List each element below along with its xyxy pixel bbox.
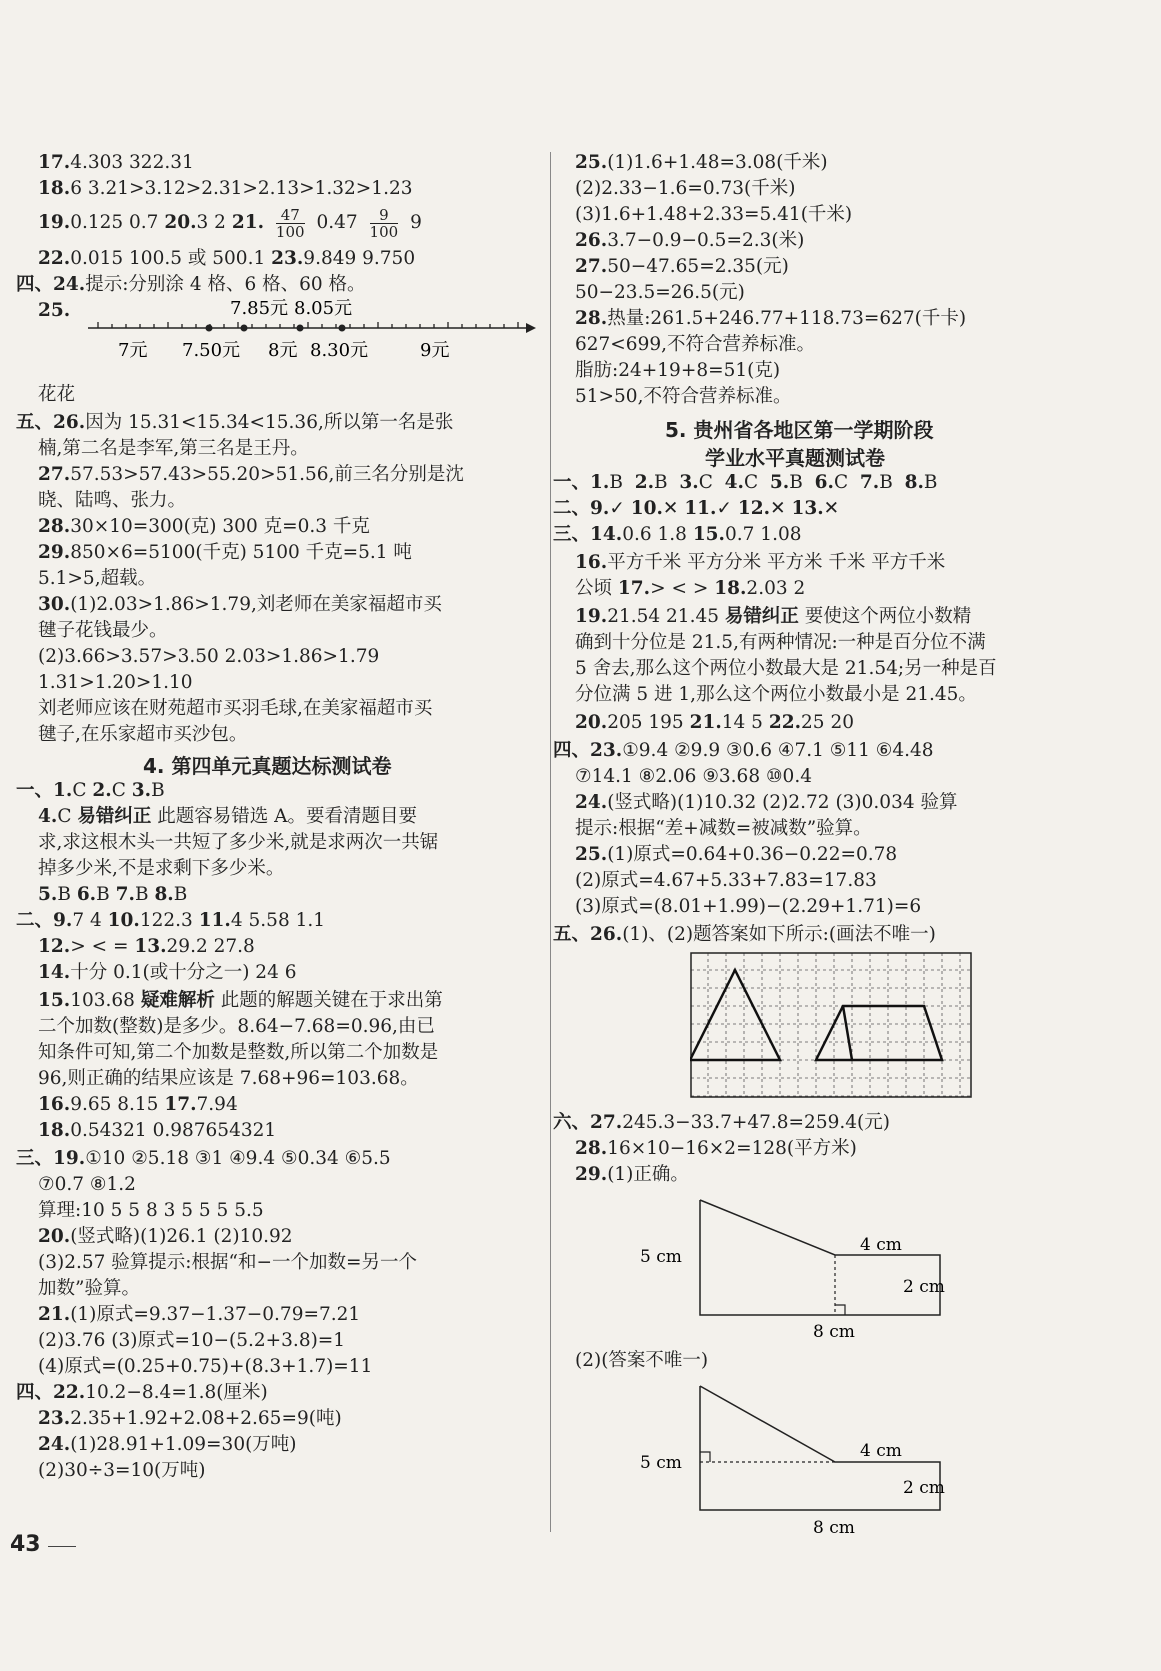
figure-1-top-label: 4 cm bbox=[860, 1235, 902, 1255]
s5-answer-29-cont: (2)(答案不唯一) bbox=[575, 1350, 709, 1371]
s4-answer-4-cont2: 掉多少米,不是求剩下多少米。 bbox=[38, 858, 285, 879]
answer-30-cont4: 刘老师应该在财苑超市买羽毛球,在美家福超市买 bbox=[38, 698, 433, 719]
answer-25: 25. bbox=[38, 300, 71, 321]
s4-answer-20: 20.(竖式略)(1)26.1 (2)10.92 bbox=[38, 1226, 293, 1247]
s5-answer-19-cont2: 5 舍去,那么这个两位小数最大是 21.54;另一种是百 bbox=[575, 658, 997, 679]
figure-1-right-angle bbox=[835, 1305, 845, 1315]
answer-18: 18.6 3.21>3.12>2.31>2.13>1.32>1.23 bbox=[38, 178, 413, 199]
label-8: 8元 bbox=[268, 340, 298, 361]
answer-27: 27.57.53>57.43>55.20>51.56,前三名分别是沈 bbox=[38, 464, 464, 485]
s4-answer-14: 14.十分 0.1(或十分之一) 24 6 bbox=[38, 962, 297, 983]
s4-answer-21-cont2: (4)原式=(0.25+0.75)+(8.3+1.7)=11 bbox=[38, 1356, 373, 1377]
answer-25-name: 花花 bbox=[38, 384, 76, 405]
answer-29-cont: 5.1>5,超载。 bbox=[38, 568, 157, 589]
label-7-85: 7.85元 bbox=[230, 298, 289, 319]
s4-answer-9-11: 二、9.7 4 10.122.3 11.4 5.58 1.1 bbox=[16, 910, 326, 931]
label-8-30: 8.30元 bbox=[310, 340, 369, 361]
section-5-title-line2: 学业水平真题测试卷 bbox=[705, 446, 885, 470]
s5-answer-16-18: 公顷 17.> < > 18.2.03 2 bbox=[575, 578, 806, 599]
s4-answer-19-cont2: 算理:10 5 5 8 3 5 5 5 5.5 bbox=[38, 1200, 264, 1221]
s5-answer-29: 29.(1)正确。 bbox=[575, 1164, 689, 1185]
s5-answer-14-15: 三、14.0.6 1.8 15.0.7 1.08 bbox=[553, 524, 802, 545]
r-answer-28-cont3: 51>50,不符合营养标准。 bbox=[575, 386, 792, 407]
figure-2-right-label: 2 cm bbox=[903, 1478, 945, 1498]
answer-30: 30.(1)2.03>1.86>1.79,刘老师在美家福超市买 bbox=[38, 594, 442, 615]
figure-1-left-label: 5 cm bbox=[640, 1247, 682, 1267]
s4-answer-18: 18.0.54321 0.987654321 bbox=[38, 1120, 277, 1141]
page-number-rule bbox=[48, 1546, 76, 1547]
s5-answer-28: 28.16×10−16×2=128(平方米) bbox=[575, 1138, 857, 1159]
number-line bbox=[78, 296, 538, 366]
s5-answer-24: 24.(竖式略)(1)10.32 (2)2.72 (3)0.034 验算 bbox=[575, 792, 958, 813]
r-answer-25-cont2: (3)1.6+1.48+2.33=5.41(千米) bbox=[575, 204, 853, 225]
s5-answer-16: 16.平方千米 平方分米 平方米 千米 平方千米 bbox=[575, 552, 946, 573]
answer-17: 17.4.303 322.31 bbox=[38, 152, 194, 173]
answer-28: 28.30×10=300(克) 300 克=0.3 千克 bbox=[38, 516, 370, 537]
s4-answer-24: 24.(1)28.91+1.09=30(万吨) bbox=[38, 1434, 297, 1455]
s4-answer-21: 21.(1)原式=9.37−1.37−0.79=7.21 bbox=[38, 1304, 361, 1325]
triangle-shape bbox=[690, 970, 780, 1060]
answer-26: 五、26.因为 15.31<15.34<15.36,所以第一名是张 bbox=[16, 412, 454, 433]
s4-answer-15-cont3: 96,则正确的结果应该是 7.68+96=103.68。 bbox=[38, 1068, 419, 1089]
number-line-ticks bbox=[98, 322, 518, 328]
s4-answer-24-cont: (2)30÷3=10(万吨) bbox=[38, 1460, 206, 1481]
label-9: 9元 bbox=[420, 340, 450, 361]
answer-26-cont: 楠,第二名是李军,第三名是王丹。 bbox=[38, 438, 309, 459]
answer-30-cont2: (2)3.66>3.57>3.50 2.03>1.86>1.79 bbox=[38, 646, 380, 667]
s4-answer-12-13: 12.> < = 13.29.2 27.8 bbox=[38, 936, 255, 957]
point-7-50 bbox=[206, 325, 213, 332]
label-7: 7元 bbox=[118, 340, 148, 361]
figure-2-right-angle bbox=[700, 1452, 710, 1462]
point-8-30 bbox=[339, 325, 346, 332]
s4-answer-19-cont1: ⑦0.7 ⑧1.2 bbox=[38, 1174, 136, 1195]
s4-answer-23: 23.2.35+1.92+2.08+2.65=9(吨) bbox=[38, 1408, 342, 1429]
point-8-05 bbox=[297, 325, 304, 332]
r-answer-28-cont2: 脂肪:24+19+8=51(克) bbox=[575, 360, 781, 381]
s4-answer-21-cont1: (2)3.76 (3)原式=10−(5.2+3.8)=1 bbox=[38, 1330, 346, 1351]
s5-answer-20-22: 20.205 195 21.14 5 22.25 20 bbox=[575, 712, 854, 733]
answer-22-23: 22.0.015 100.5 或 500.1 23.9.849 9.750 bbox=[38, 248, 416, 269]
number-line-arrow bbox=[526, 323, 536, 333]
s5-answer-27: 六、27.245.3−33.7+47.8=259.4(元) bbox=[553, 1112, 890, 1133]
s4-answer-19: 三、19.①10 ②5.18 ③1 ④9.4 ⑤0.34 ⑥5.5 bbox=[16, 1148, 391, 1169]
s5-answer-25: 25.(1)原式=0.64+0.36−0.22=0.78 bbox=[575, 844, 898, 865]
s5-answer-19-cont1: 确到十分位是 21.5,有两种情况:一种是百分位不满 bbox=[575, 632, 986, 653]
fraction-47-100: $\frac{47}{100}$ bbox=[275, 205, 305, 241]
s4-answer-20-cont2: 加数”验算。 bbox=[38, 1278, 140, 1299]
r-answer-27: 27.50−47.65=2.35(元) bbox=[575, 256, 789, 277]
s5-answer-26: 五、26.(1)、(2)题答案如下所示:(画法不唯一) bbox=[553, 924, 936, 945]
r-answer-28-cont1: 627<699,不符合营养标准。 bbox=[575, 334, 816, 355]
figure-2-bottom-label: 8 cm bbox=[813, 1518, 855, 1538]
label-8-05: 8.05元 bbox=[294, 298, 353, 319]
figure-2 bbox=[635, 1378, 965, 1538]
s4-answer-4: 4.C 易错纠正 此题容易错选 A。要看清题目要 bbox=[38, 806, 418, 827]
trapezoid-inner-line bbox=[843, 1006, 852, 1060]
section-5-title-line1: 5. 贵州省各地区第一学期阶段 bbox=[665, 418, 934, 442]
s5-answer-1-8: 一、1.B 2.B 3.C 4.C 5.B 6.C 7.B 8.B bbox=[553, 472, 938, 493]
grid-figure bbox=[690, 952, 975, 1102]
page-number: 43 bbox=[10, 1532, 41, 1557]
r-answer-25-cont1: (2)2.33−1.6=0.73(千米) bbox=[575, 178, 796, 199]
figure-2-top-label: 4 cm bbox=[860, 1441, 902, 1461]
s4-answer-15-cont1: 二个加数(整数)是多少。8.64−7.68=0.96,由已 bbox=[38, 1016, 435, 1037]
figure-1-right-label: 2 cm bbox=[903, 1277, 945, 1297]
answer-19-21: 19.0.125 0.7 20.3 2 21. $\frac{47}{100}$ 0.47 $\frac{9}{100}$ 9 bbox=[38, 205, 422, 241]
point-7-85 bbox=[241, 325, 248, 332]
s5-answer-25-cont1: (2)原式=4.67+5.33+7.83=17.83 bbox=[575, 870, 877, 891]
s4-answer-15-cont2: 知条件可知,第二个加数是整数,所以第二个加数是 bbox=[38, 1042, 439, 1063]
r-answer-27-cont: 50−23.5=26.5(元) bbox=[575, 282, 745, 303]
s5-answer-9-13: 二、9.✓ 10.✕ 11.✓ 12.✕ 13.✕ bbox=[553, 498, 840, 519]
s5-answer-24-cont: 提示:根据“差+减数=被减数”验算。 bbox=[575, 818, 872, 839]
answer-29: 29.850×6=5100(千克) 5100 千克=5.1 吨 bbox=[38, 542, 412, 563]
section-4-title: 4. 第四单元真题达标测试卷 bbox=[143, 754, 392, 778]
answer-30-cont1: 毽子花钱最少。 bbox=[38, 620, 168, 641]
s4-answer-16-17: 16.9.65 8.15 17.7.94 bbox=[38, 1094, 238, 1115]
trapezoid-shape bbox=[816, 1006, 942, 1060]
answer-24: 四、24.提示:分别涂 4 格、6 格、60 格。 bbox=[16, 274, 366, 295]
answer-27-cont: 晓、陆鸣、张力。 bbox=[38, 490, 187, 511]
s4-answer-22: 四、22.10.2−8.4=1.8(厘米) bbox=[16, 1382, 268, 1403]
r-answer-28: 28.热量:261.5+246.77+118.73=627(千卡) bbox=[575, 308, 967, 329]
figure-1-outline bbox=[700, 1200, 940, 1315]
s4-answer-20-cont1: (3)2.57 验算提示:根据“和−一个加数=另一个 bbox=[38, 1252, 417, 1273]
answer-30-cont3: 1.31>1.20>1.10 bbox=[38, 672, 193, 693]
figure-1 bbox=[635, 1190, 965, 1340]
figure-2-left-label: 5 cm bbox=[640, 1453, 682, 1473]
label-7-50: 7.50元 bbox=[182, 340, 241, 361]
s4-answer-4-cont1: 求,求这根木头一共短了多少米,就是求两次一共锯 bbox=[38, 832, 439, 853]
s4-answer-5-8: 5.B 6.B 7.B 8.B bbox=[38, 884, 188, 905]
figure-1-bottom-label: 8 cm bbox=[813, 1322, 855, 1340]
s5-answer-23-cont: ⑦14.1 ⑧2.06 ⑨3.68 ⑩0.4 bbox=[575, 766, 812, 787]
s5-answer-23: 四、23.①9.4 ②9.9 ③0.6 ④7.1 ⑤11 ⑥4.48 bbox=[553, 740, 934, 761]
s5-answer-19-cont3: 分位满 5 进 1,那么这个两位小数最小是 21.45。 bbox=[575, 684, 977, 705]
r-answer-25: 25.(1)1.6+1.48=3.08(千米) bbox=[575, 152, 828, 173]
r-answer-26: 26.3.7−0.9−0.5=2.3(米) bbox=[575, 230, 805, 251]
s5-answer-19: 19.21.54 21.45 易错纠正 要使这个两位小数精 bbox=[575, 606, 972, 627]
fraction-9-100: $\frac{9}{100}$ bbox=[369, 205, 399, 241]
s5-answer-25-cont2: (3)原式=(8.01+1.99)−(2.29+1.71)=6 bbox=[575, 896, 922, 917]
s4-answer-15: 15.103.68 疑难解析 此题的解题关键在于求出第 bbox=[38, 990, 443, 1011]
answer-30-cont5: 毽子,在乐家超市买沙包。 bbox=[38, 724, 248, 745]
column-divider bbox=[550, 152, 551, 1532]
s4-answer-1-3: 一、1.C 2.C 3.B bbox=[16, 780, 165, 801]
